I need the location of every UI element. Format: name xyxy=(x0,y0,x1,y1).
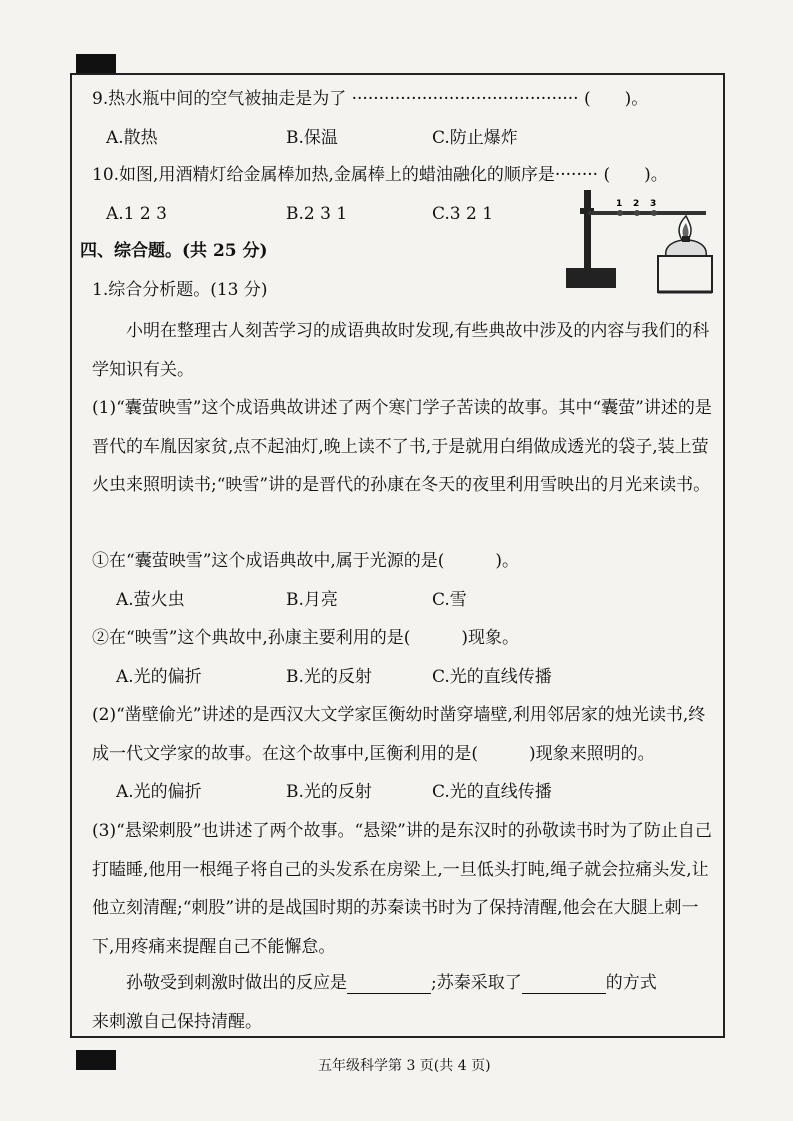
q1-part1-text: (1)“囊萤映雪”这个成语典故讲述了两个寒门学子苦读的故事。其中“囊萤”讲述的是晋代的车胤因家贫,点不起油灯,晚上读不了书,于是就用白绢做成透光的袋子,装上萤火虫来照明读书;“映雪”讲的是晋代的孙康在冬天的夜里利用雪映出的月光来读书。 xyxy=(92,398,712,495)
sub1-option-b: B.月亮 xyxy=(286,590,338,610)
part2-option-a: A.光的偏折 xyxy=(116,782,202,802)
question-9: 9.热水瓶中间的空气被抽走是为了 ·········································· ( )。 xyxy=(92,89,649,109)
sub1-option-c: C.雪 xyxy=(432,590,467,610)
figure-label-3: 3 xyxy=(650,199,657,209)
answer-blank-2[interactable] xyxy=(522,975,606,994)
lamp-platform xyxy=(658,256,712,292)
metal-rod xyxy=(588,211,706,215)
question-10: 10.如图,用酒精灯给金属棒加热,金属棒上的蜡油融化的顺序是········ ( )。 xyxy=(92,165,668,185)
corner-mark-top xyxy=(76,54,116,74)
part2-option-b: B.光的反射 xyxy=(286,782,372,802)
q10-option-b: B.2 3 1 xyxy=(286,204,348,224)
stand-base xyxy=(566,268,616,288)
section-4-title: 四、综合题。(共 25 分) xyxy=(80,241,268,261)
stand-pole xyxy=(584,190,591,270)
wax-drop xyxy=(617,210,623,216)
figure-label-1: 1 xyxy=(616,199,623,209)
q10-option-c: C.3 2 1 xyxy=(432,204,494,224)
q1-sub1: ①在“囊萤映雪”这个成语典故中,属于光源的是( )。 xyxy=(92,551,520,571)
sub2-option-b: B.光的反射 xyxy=(286,667,372,687)
sub2-option-a: A.光的偏折 xyxy=(116,667,202,687)
corner-mark-bottom xyxy=(76,1050,116,1070)
q9-option-b: B.保温 xyxy=(286,128,338,148)
sub1-option-a: A.萤火虫 xyxy=(116,590,185,610)
q1-sub2: ②在“映雪”这个典故中,孙康主要利用的是( )现象。 xyxy=(92,628,520,648)
wax-drop xyxy=(651,210,657,216)
q1-intro: 小明在整理古人刻苦学习的成语典故时发现,有些典故中涉及的内容与我们的科学知识有关。 xyxy=(92,321,710,380)
q1-part3-fill xyxy=(126,972,657,994)
sub2-option-c: C.光的直线传播 xyxy=(432,667,552,687)
wax-drop xyxy=(634,210,640,216)
q1-part3-fill-end: 来刺激自己保持清醒。 xyxy=(92,1012,262,1032)
page-footer: 五年级科学第 3 页(共 4 页) xyxy=(318,1058,491,1074)
fill-text-b: ;苏秦采取了 xyxy=(431,973,522,993)
heating-rod-figure xyxy=(560,188,715,298)
q10-option-a: A.1 2 3 xyxy=(106,204,167,224)
q9-option-a: A.散热 xyxy=(106,128,158,148)
q1-part3-text: (3)“悬梁刺股”也讲述了两个故事。“悬梁”讲的是东汉时的孙敬读书时为了防止自己打瞌睡,他用一根绳子将自己的头发系在房梁上,一旦低头打盹,绳子就会拉痛头发,让他立刻清醒;“刺股”讲的是战国时期的苏秦读书时为了保持清醒,他会在大腿上刺一下,用疼痛来提醒自己不能懈怠。 xyxy=(92,821,712,957)
fill-text-c: 的方式 xyxy=(605,973,657,993)
q1-title: 1.综合分析题。(13 分) xyxy=(92,280,268,300)
alcohol-lamp xyxy=(666,240,707,256)
answer-blank-1[interactable] xyxy=(347,975,431,994)
figure-label-2: 2 xyxy=(633,199,640,209)
part2-option-c: C.光的直线传播 xyxy=(432,782,552,802)
q9-option-c: C.防止爆炸 xyxy=(432,128,518,148)
q1-part2-text: (2)“凿壁偷光”讲述的是西汉大文学家匡衡幼时凿穿墙壁,利用邻居家的烛光读书,终成一代文学家的故事。在这个故事中,匡衡利用的是( )现象来照明的。 xyxy=(92,705,706,764)
fill-text-a: 孙敬受到刺激时做出的反应是 xyxy=(126,973,347,993)
